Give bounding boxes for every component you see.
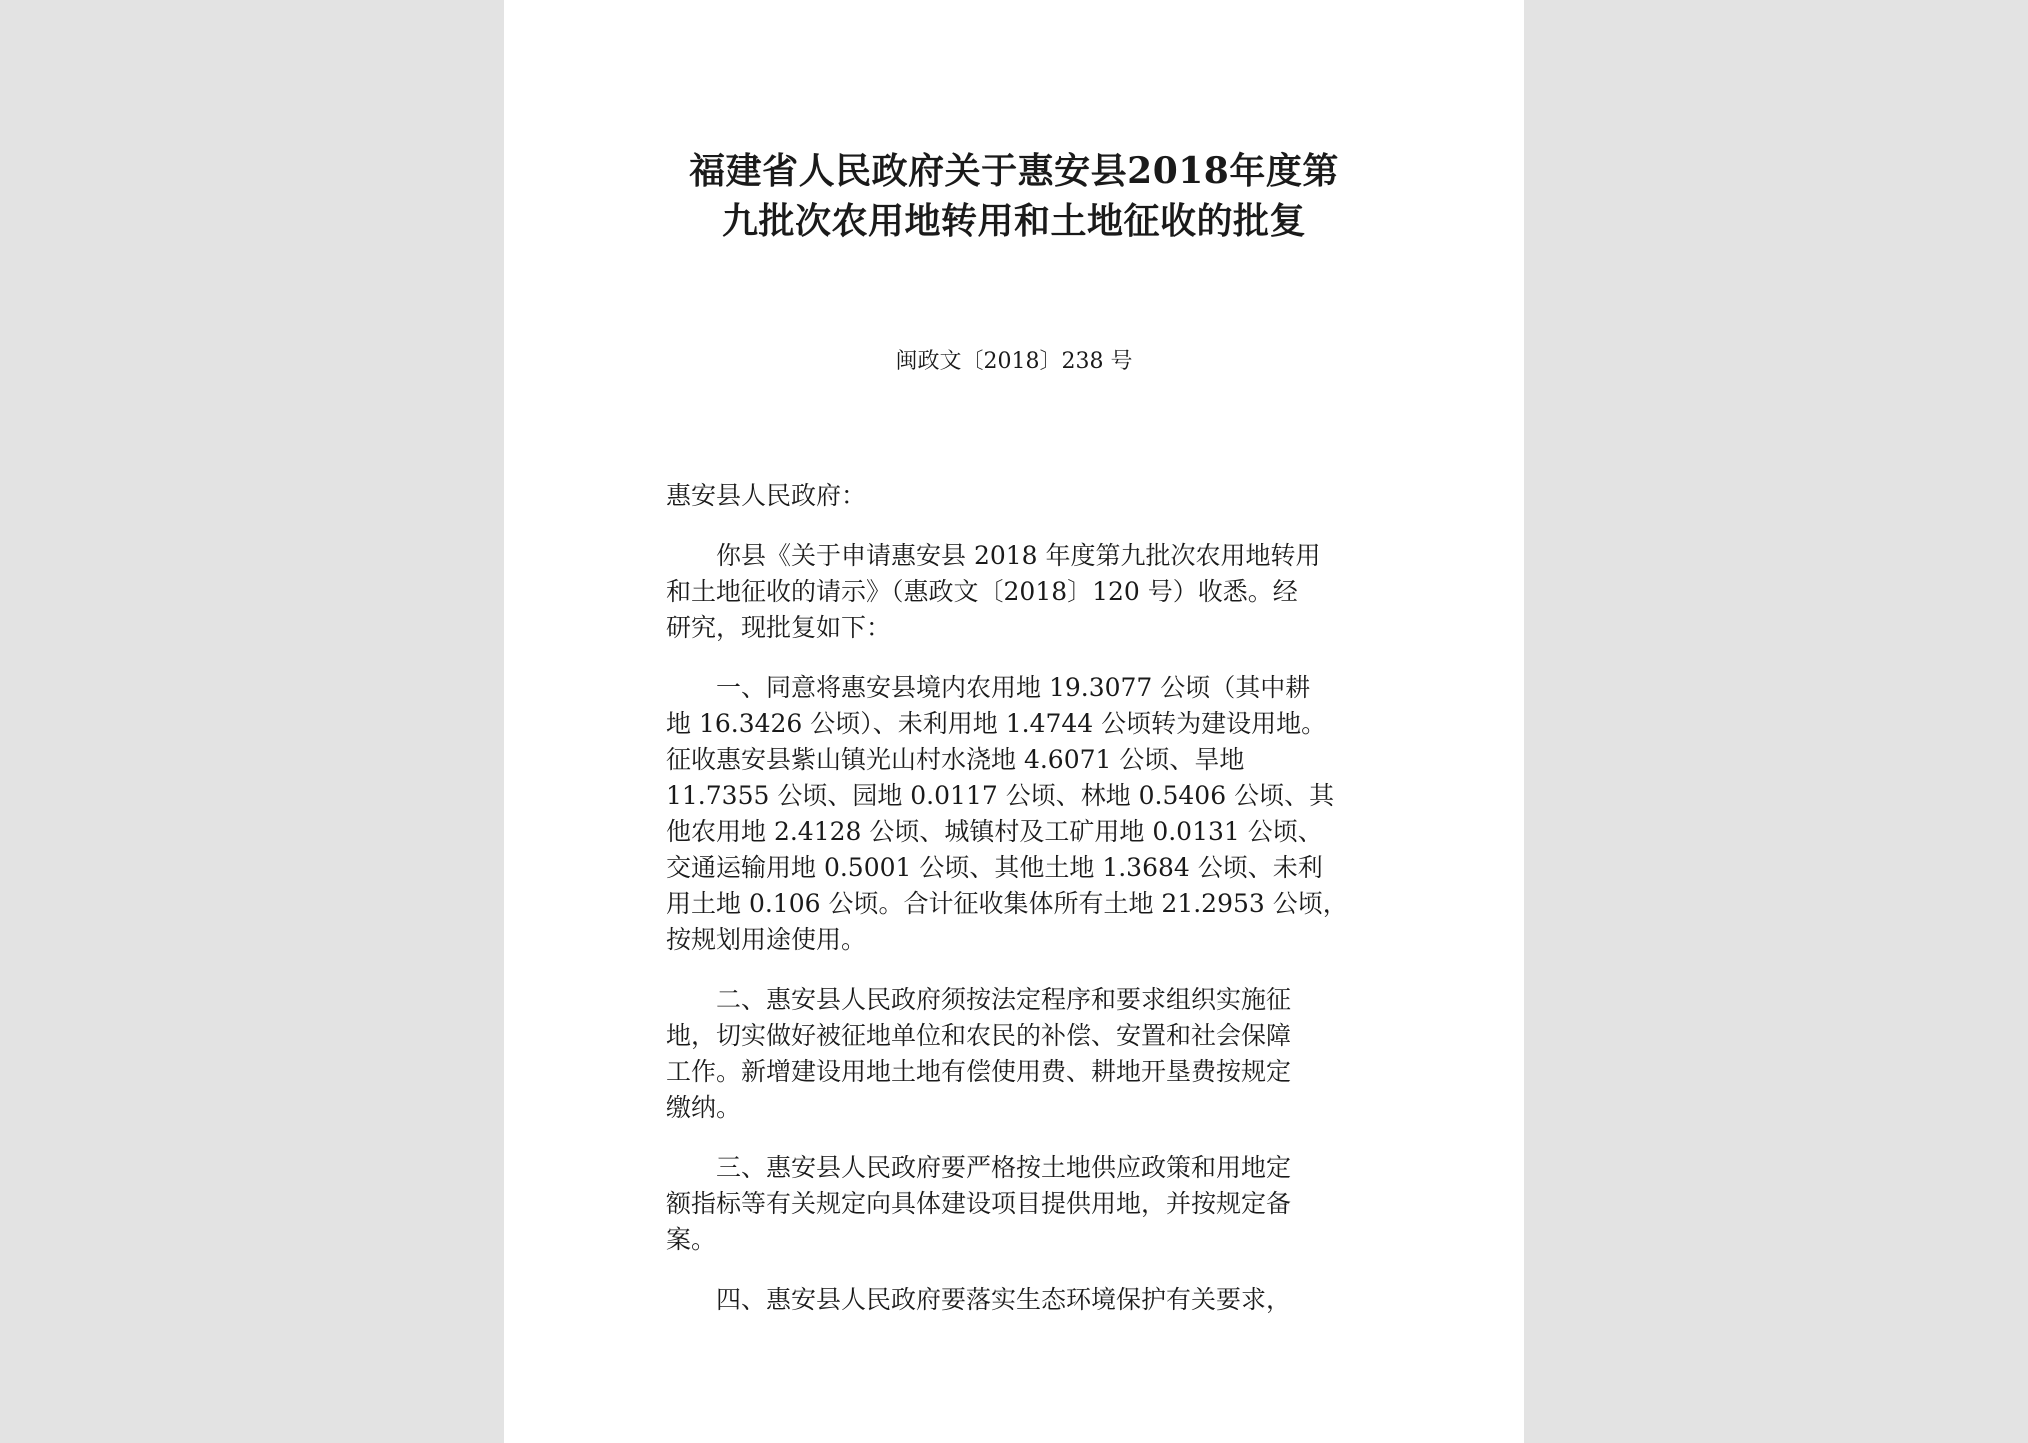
document-number: 闽政文〔2018〕238 号 xyxy=(895,349,1133,374)
text-line: 工作。新增建设用地土地有偿使用费、耕地开垦费按规定 xyxy=(666,1057,1292,1086)
document-title xyxy=(504,146,1524,246)
text-line: 你县《关于申请惠安县 2018 年度第九批次农用地转用 xyxy=(666,541,1321,570)
text-line: 一、同意将惠安县境内农用地 19.3077 公顷（其中耕 xyxy=(666,673,1311,702)
text-line: 三、惠安县人民政府要严格按土地供应政策和用地定 xyxy=(666,1153,1292,1182)
text-line: 地 16.3426 公顷）、未利用地 1.4744 公顷转为建设用地。 xyxy=(666,709,1327,738)
text-line: 征收惠安县紫山镇光山村水浇地 4.6071 公顷、旱地 xyxy=(666,745,1245,774)
text-line: 按规划用途使用。 xyxy=(666,925,867,954)
title-line: 福建省人民政府关于惠安县2018年度第 xyxy=(689,150,1339,192)
paragraph-item-1 xyxy=(666,670,1366,958)
text-line: 案。 xyxy=(666,1225,717,1254)
salutation: 惠安县人民政府： xyxy=(666,481,867,510)
text-line: 额指标等有关规定向具体建设项目提供用地，并按规定备 xyxy=(666,1189,1292,1218)
text-line: 二、惠安县人民政府须按法定程序和要求组织实施征 xyxy=(666,985,1292,1014)
text-line: 他农用地 2.4128 公顷、城镇村及工矿用地 0.0131 公顷、 xyxy=(666,817,1323,846)
text-line: 地，切实做好被征地单位和农民的补偿、安置和社会保障 xyxy=(666,1021,1292,1050)
document-page xyxy=(504,0,1524,1443)
title-line: 九批次农用地转用和土地征收的批复 xyxy=(721,200,1306,242)
text-line: 交通运输用地 0.5001 公顷、其他土地 1.3684 公顷、未利 xyxy=(666,853,1323,882)
paragraph-item-2 xyxy=(666,982,1366,1126)
text-line: 和土地征收的请示》（惠政文〔2018〕120 号）收悉。经 xyxy=(666,577,1298,606)
text-line: 11.7355 公顷、园地 0.0117 公顷、林地 0.5406 公顷、其 xyxy=(666,781,1335,810)
text-line: 四、惠安县人民政府要落实生态环境保护有关要求， xyxy=(666,1285,1292,1314)
document-body xyxy=(666,478,1366,1342)
paragraph-item-4 xyxy=(666,1282,1366,1318)
paragraph-item-3 xyxy=(666,1150,1366,1258)
text-line: 用土地 0.106 公顷。合计征收集体所有土地 21.2953 公顷， xyxy=(666,889,1348,918)
text-line: 研究，现批复如下： xyxy=(666,613,892,642)
paragraph-intro xyxy=(666,538,1366,646)
text-line: 缴纳。 xyxy=(666,1093,742,1122)
